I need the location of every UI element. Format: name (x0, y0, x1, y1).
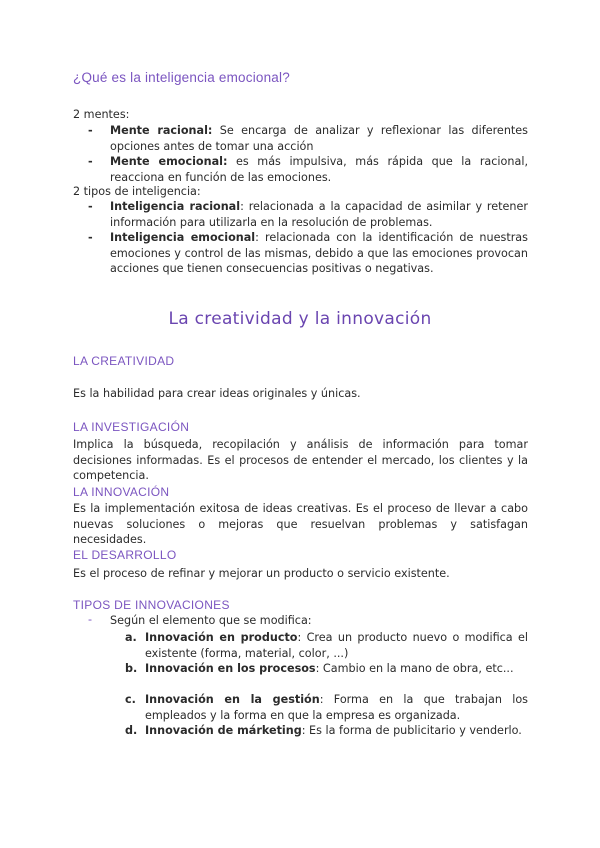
heading-innovacion: LA INNOVACIÓN (73, 485, 170, 499)
term: Mente racional: (110, 124, 213, 137)
section-title-inteligencia-emocional: ¿Qué es la inteligencia emocional? (73, 70, 290, 85)
list-item-inteligencia-emocional (88, 230, 528, 277)
intro-mentes: 2 mentes: (73, 108, 130, 121)
bullet-dash: - (88, 200, 93, 213)
list-item-mente-racional (88, 123, 528, 154)
term: Innovación en la gestión (145, 693, 320, 706)
list-item-innovacion-marketing (125, 723, 528, 739)
term: Innovación de márketing (145, 724, 302, 737)
heading-creatividad: LA CREATIVIDAD (73, 354, 175, 368)
list-item-innovacion-gestion (125, 692, 528, 723)
description: es más impulsiva, más rápida que la racional, reacciona en función de las emociones. (110, 155, 528, 184)
description: : Forma en la que trabajan los empleados y la forma en que la empresa es organizada. (145, 693, 528, 722)
main-title: La creatividad y la innovación (168, 309, 432, 329)
term: Inteligencia emocional (110, 231, 256, 244)
description: : Es la forma de publicitario y venderlo. (301, 724, 522, 737)
text-desarrollo: Es el proceso de refinar y mejorar un producto o servicio existente. (73, 567, 450, 580)
description: : relacionada con la identificación de nuestras emociones y control de las mismas, debido a que las emociones provocan acciones que tienen consecuencias positivas o negativas. (110, 231, 528, 275)
list-item-innovacion-procesos (125, 661, 528, 677)
bullet-dash: - (88, 155, 93, 168)
description: Se encarga de analizar y reflexionar las diferentes opciones antes de tomar una acción (110, 124, 529, 153)
list-item-mente-emocional (88, 154, 528, 185)
list-item-inteligencia-racional (88, 199, 528, 230)
list-letter: d. (125, 724, 138, 737)
description: : Crea un producto nuevo o modifica el existente (forma, material, color, ...) (145, 631, 528, 660)
list-letter: a. (125, 631, 137, 644)
list-letter: c. (125, 693, 136, 706)
list-letter: b. (125, 662, 138, 675)
description: : relacionada a la capacidad de asimilar y retener información para utilizarla en la resolución de problemas. (110, 200, 528, 229)
term: Innovación en producto (145, 631, 298, 644)
text-innovacion: Es la implementación exitosa de ideas creativas. Es el proceso de llevar a cabo nuevas soluciones o mejoras que resuelvan problemas y satisfagan necesidades. (73, 502, 528, 546)
term: Innovación en los procesos (145, 662, 316, 675)
list-item-innovacion-producto (125, 630, 528, 661)
text-creatividad: Es la habilidad para crear ideas originales y únicas. (73, 387, 361, 400)
description: : Cambio en la mano de obra, etc... (315, 662, 514, 675)
heading-investigacion: LA INVESTIGACIÓN (73, 420, 190, 434)
bullet-segun-elemento: Según el elemento que se modifica: (110, 614, 312, 627)
intro-tipos-inteligencia: 2 tipos de inteligencia: (73, 185, 201, 198)
bullet-dash: - (88, 231, 93, 244)
text-investigacion: Implica la búsqueda, recopilación y análisis de información para tomar decisiones informadas. Es el procesos de entender el mercado, los clientes y la competencia. (73, 438, 528, 482)
heading-tipos-innovaciones: TIPOS DE INNOVACIONES (73, 598, 230, 612)
bullet-dash: - (88, 613, 93, 626)
term: Mente emocional: (110, 155, 228, 168)
bullet-dash: - (88, 124, 93, 137)
term: Inteligencia racional (110, 200, 241, 213)
heading-desarrollo: EL DESARROLLO (73, 548, 177, 562)
